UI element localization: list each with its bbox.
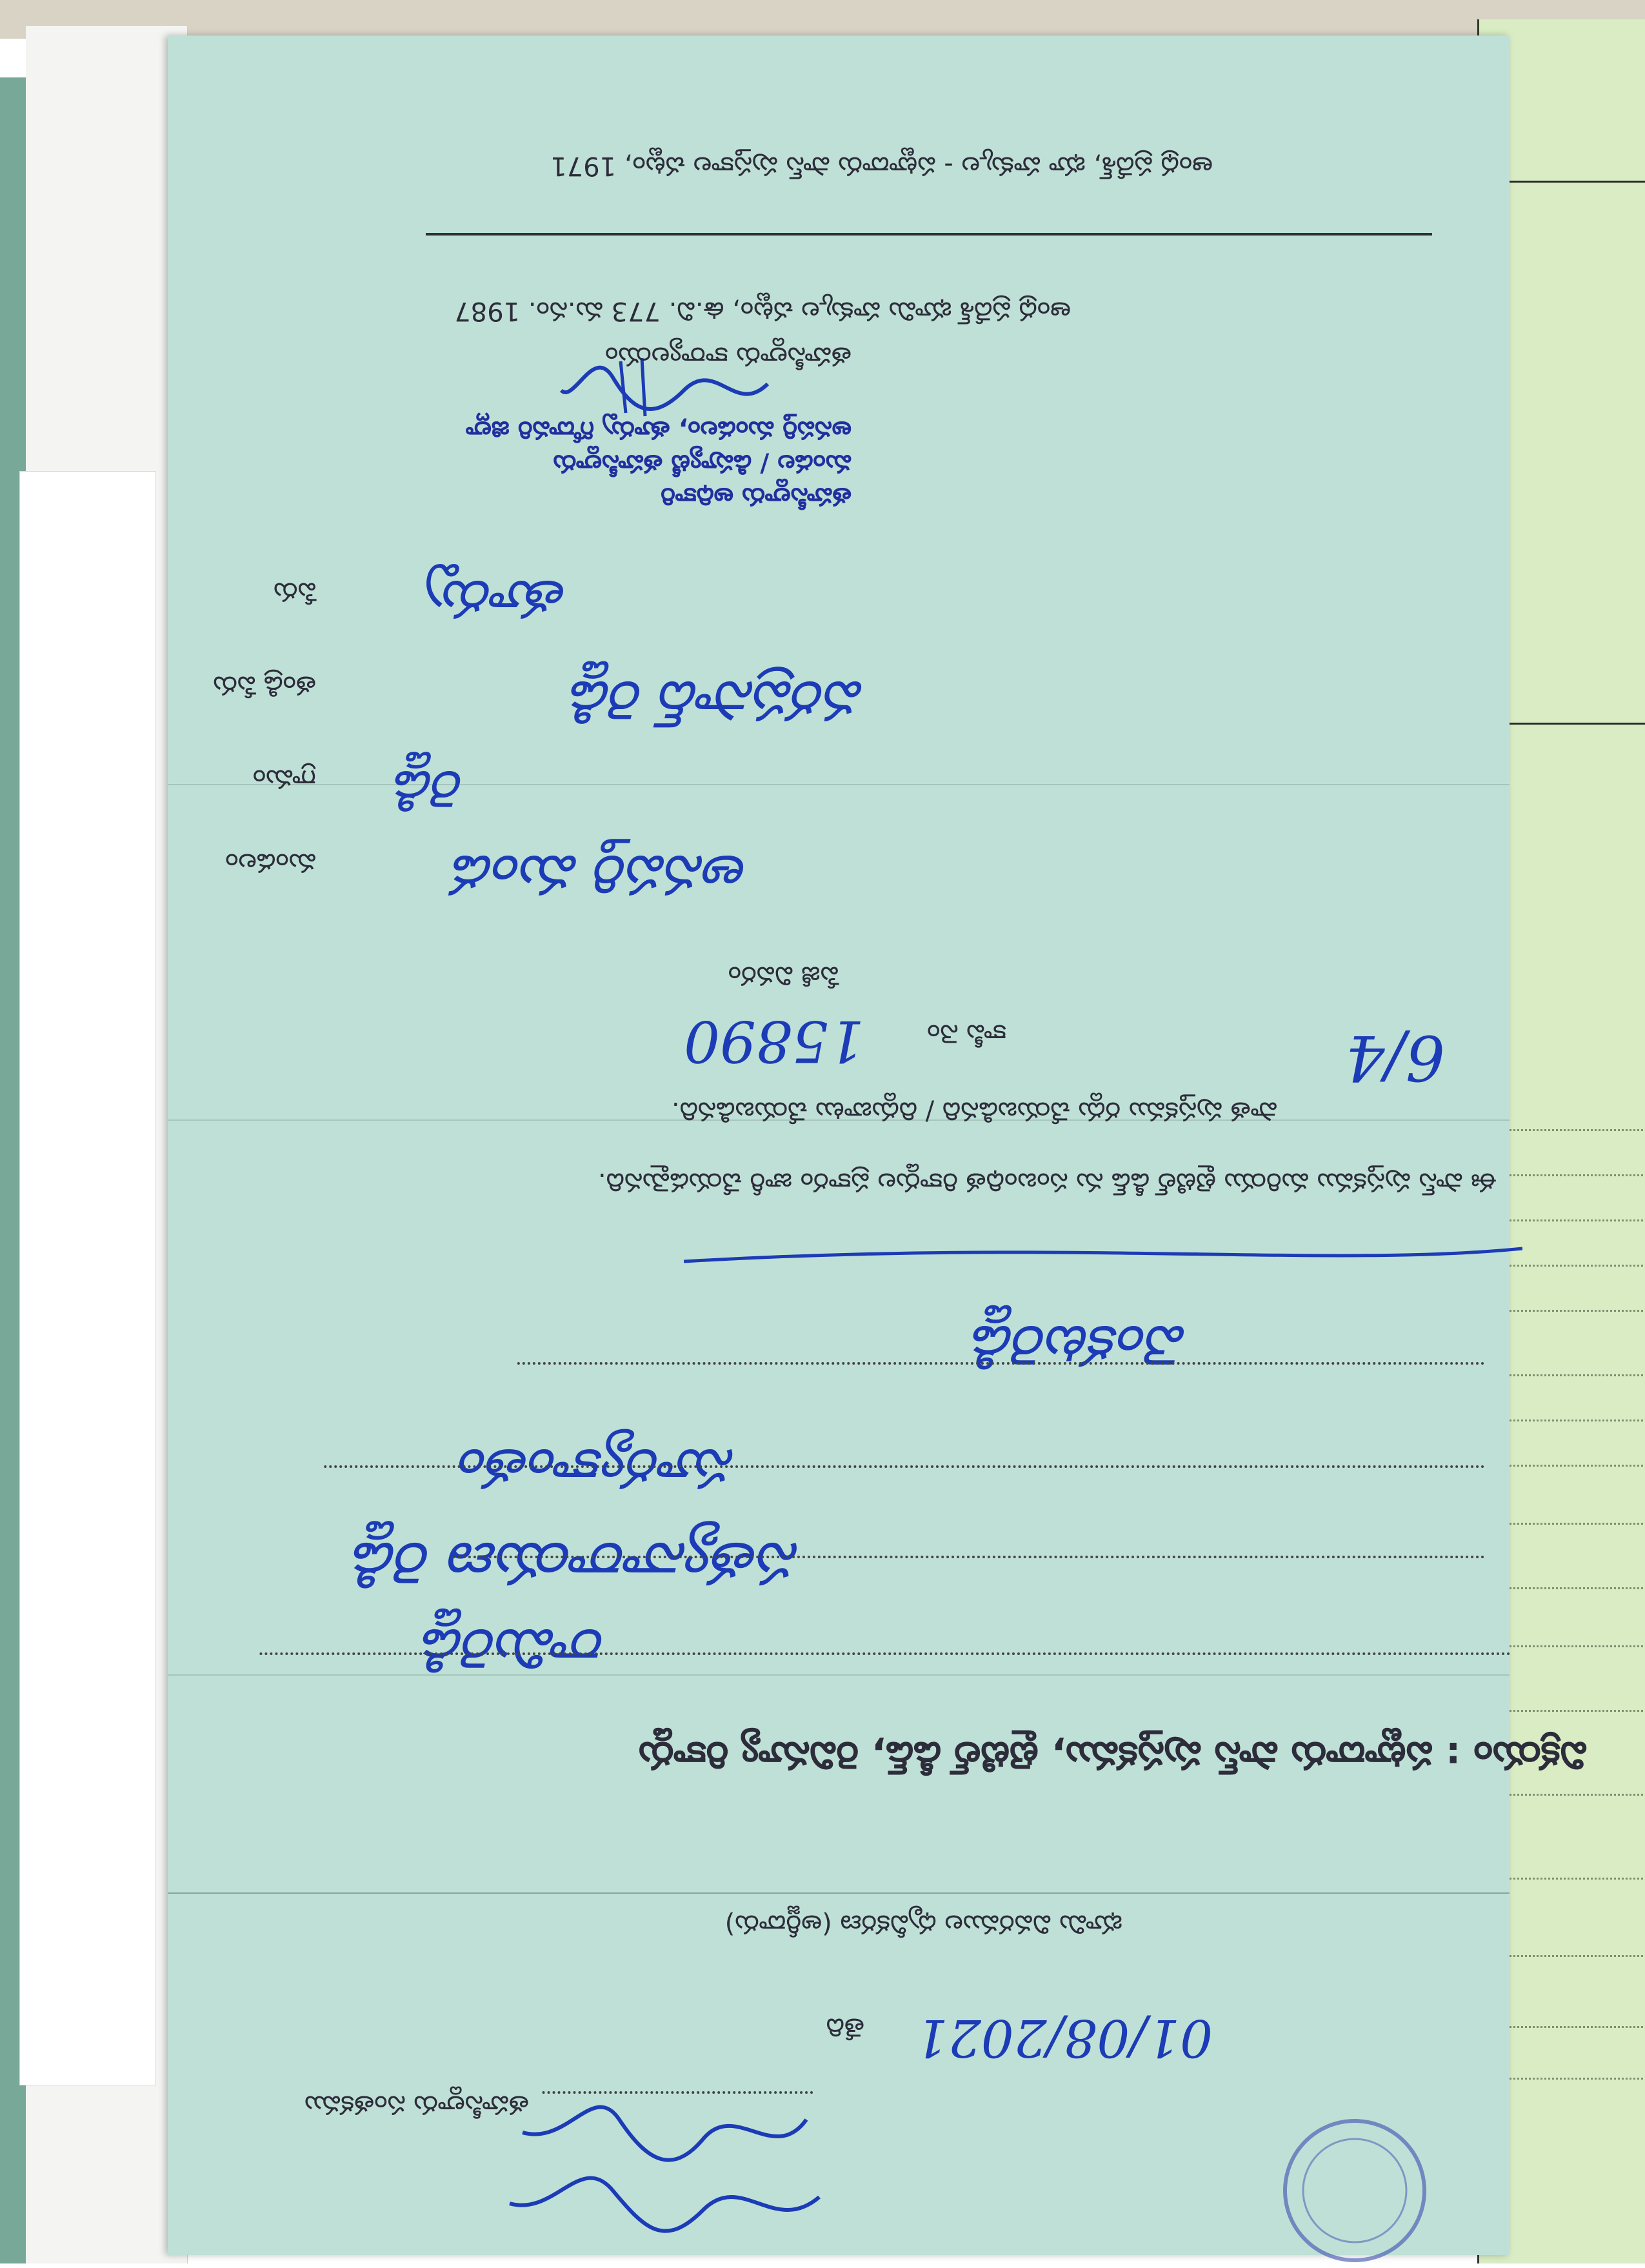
field-value-mandal: అనపర్తి మండ (454, 843, 748, 907)
field-label-name: పేరు (274, 577, 316, 607)
date-label: తేది (826, 2012, 864, 2042)
filled-name-4: రామిరెడ్డి (423, 1616, 606, 1681)
filled-name-3: సత్యనారాయణ రెడ్డి (354, 1529, 800, 1597)
field-label-village: గ్రామం (252, 764, 316, 794)
section-label: పేజీ వివరం (728, 961, 839, 990)
officer-designation: తహసీల్దారు కార్యాలయం (605, 341, 852, 371)
ink-underline (684, 1236, 1522, 1274)
form-content-rotated (168, 35, 1587, 2255)
copy-number-value: 15890 (684, 1008, 864, 1074)
applicant-signature (516, 2094, 813, 2171)
field-label-mandal: మండలం (225, 848, 316, 878)
header-rule (426, 233, 1432, 236)
field-value-name: తూర్పు (426, 569, 568, 629)
body-line-1: ఈ పాస్ పుస్తకము మరియు టైటిల్ డీడ్ ను సంబంధిత రికార్డుల ప్రకారం జారీ చేయడమైనది. (597, 1167, 1497, 1197)
page-ref-value: 6/4 (1345, 1021, 1445, 1094)
scan-background-top (0, 0, 1645, 39)
body-line-2: పాత పుస్తకము రద్దు చేయబడినది / దిద్దుబాటు చేయబడినది. (671, 1096, 1277, 1126)
act-reference: ఆంధ్ర ప్రదేశ్ భూమి హక్కుల చట్టం, ఉ.వి. 773 మ.నం. 1987 (454, 296, 1071, 326)
filled-name-1: వెంకటరెడ్డి (973, 1313, 1187, 1378)
copy-number-label: కాపీ నెం (927, 1019, 1006, 1049)
round-seal (1277, 2113, 1432, 2268)
signature-label: తహసీల్దారు సంతకము (304, 2090, 529, 2120)
second-signature (503, 2165, 826, 2242)
field-value-father: వరప్రసాద్ రెడ్డి (572, 669, 864, 732)
footer-note: భూమి వివరముల ధృవీకరణ (అర్జీదారు) (724, 1909, 1122, 1939)
filled-name-2: సూర్యకాంతం (461, 1437, 735, 1500)
field-value-village: రెడ్డి (395, 759, 464, 819)
official-stamp: తహసీల్దారు అధికారి మండల / డిప్యూటీ తహసీల్దారు అనపర్తి మండలం, తూర్పు గోదావరి జిల్లా (466, 416, 852, 511)
underlying-sheet-2 (19, 471, 156, 2085)
form-header-line: ఆంధ్ర ప్రదేశ్, భూ హక్కుల - పట్టాదారు పాస్ పుస్తకాల చట్టం, 1971 (550, 151, 1213, 181)
date-value: 01/08/2021 (915, 2008, 1213, 2068)
land-record-form (168, 35, 1587, 2255)
field-label-father: తండ్రి పేరు (213, 670, 316, 700)
form-title: విక్రయం : పట్టాదారు పాస్ పుస్తకము, టైటిల్ డీడ్, రెవిన్యూ రికార్డు (638, 1734, 1587, 1778)
